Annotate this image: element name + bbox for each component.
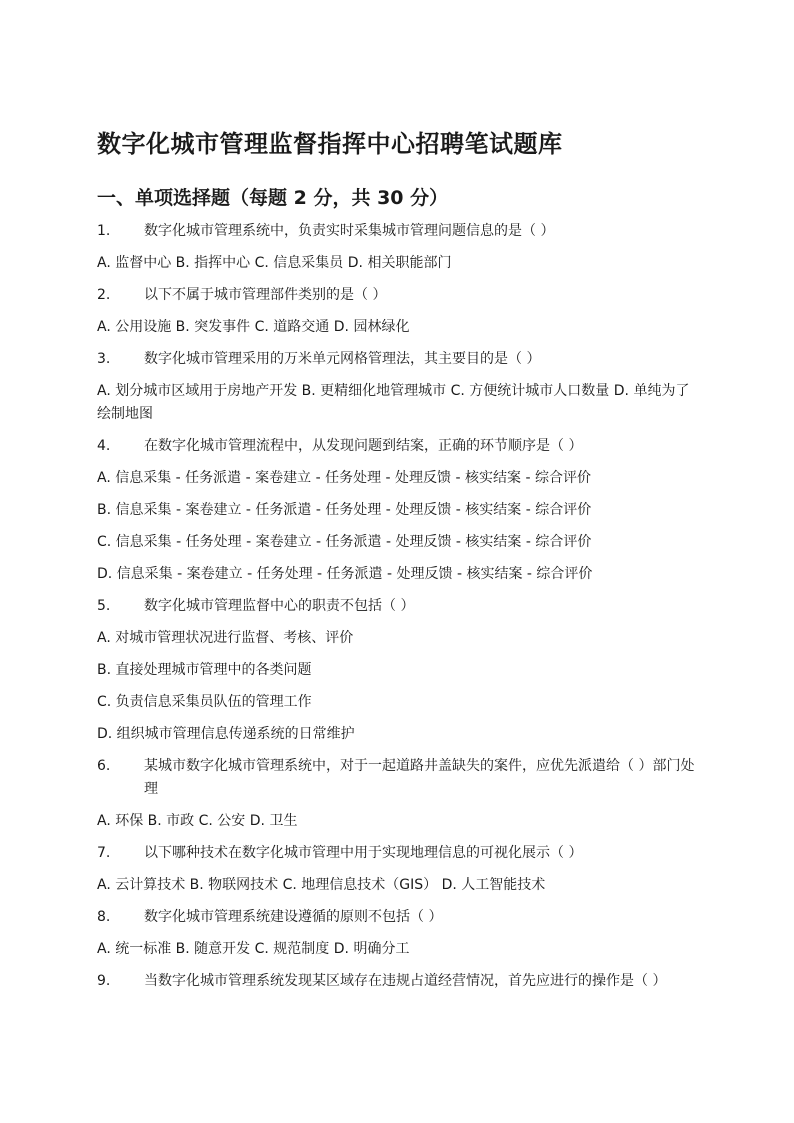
question-text: 数字化城市管理系统中，负责实时采集城市管理问题信息的是（ ） bbox=[144, 223, 555, 239]
question-text: 在数字化城市管理流程中，从发现问题到结案，正确的环节顺序是（ ） bbox=[144, 438, 583, 454]
answer-options: C. 信息采集 - 任务处理 - 案卷建立 - 任务派遣 - 处理反馈 - 核实结案 - 综合评价 bbox=[97, 534, 592, 550]
answer-options: B. 直接处理城市管理中的各类问题 bbox=[97, 662, 312, 678]
question-number: 3. bbox=[97, 351, 111, 367]
question-text: 以下哪种技术在数字化城市管理中用于实现地理信息的可视化展示（ ） bbox=[144, 845, 583, 861]
answer-options: A. 公用设施 B. 突发事件 C. 道路交通 D. 园林绿化 bbox=[97, 319, 410, 335]
question-list bbox=[97, 220, 702, 1002]
question-text: 数字化城市管理系统建设遵循的原则不包括（ ） bbox=[144, 909, 443, 925]
question-number: 9. bbox=[97, 973, 111, 989]
section-heading: 一、单项选择题（每题 2 分，共 30 分） bbox=[97, 187, 449, 209]
question-text: 某城市数字化城市管理系统中，对于一起道路井盖缺失的案件，应优先派遣给（ ）部门处理 bbox=[144, 758, 695, 797]
answer-options: D. 信息采集 - 案卷建立 - 任务处理 - 任务派遣 - 处理反馈 - 核实结案 - 综合评价 bbox=[97, 566, 593, 582]
answer-options: C. 负责信息采集员队伍的管理工作 bbox=[97, 694, 312, 710]
question-8 bbox=[97, 906, 702, 929]
answer-options: A. 对城市管理状况进行监督、考核、评价 bbox=[97, 630, 354, 646]
answer-options: B. 信息采集 - 案卷建立 - 任务派遣 - 任务处理 - 处理反馈 - 核实结案 - 综合评价 bbox=[97, 502, 592, 518]
question-2 bbox=[97, 284, 702, 307]
answer-options: D. 组织城市管理信息传递系统的日常维护 bbox=[97, 726, 355, 742]
question-9 bbox=[97, 970, 702, 993]
question-5 bbox=[97, 595, 702, 618]
question-number: 1. bbox=[97, 223, 111, 239]
question-text: 以下不属于城市管理部件类别的是（ ） bbox=[144, 287, 387, 303]
answer-options: A. 监督中心 B. 指挥中心 C. 信息采集员 D. 相关职能部门 bbox=[97, 255, 452, 271]
question-text: 当数字化城市管理系统发现某区域存在违规占道经营情况，首先应进行的操作是（ ） bbox=[144, 973, 667, 989]
question-number: 6. bbox=[97, 758, 111, 774]
answer-options: A. 环保 B. 市政 C. 公安 D. 卫生 bbox=[97, 813, 298, 829]
question-number: 4. bbox=[97, 438, 111, 454]
answer-options: A. 统一标准 B. 随意开发 C. 规范制度 D. 明确分工 bbox=[97, 941, 410, 957]
question-text: 数字化城市管理采用的万米单元网格管理法，其主要目的是（ ） bbox=[144, 351, 541, 367]
question-number: 2. bbox=[97, 287, 111, 303]
document-title: 数字化城市管理监督指挥中心招聘笔试题库 bbox=[97, 130, 563, 158]
question-3 bbox=[97, 348, 702, 371]
question-7 bbox=[97, 842, 702, 865]
answer-options: A. 信息采集 - 任务派遣 - 案卷建立 - 任务处理 - 处理反馈 - 核实结案 - 综合评价 bbox=[97, 470, 591, 486]
question-text: 数字化城市管理监督中心的职责不包括（ ） bbox=[144, 598, 415, 614]
answer-options: A. 云计算技术 B. 物联网技术 C. 地理信息技术（GIS） D. 人工智能技术 bbox=[97, 877, 546, 893]
question-number: 8. bbox=[97, 909, 111, 925]
question-number: 5. bbox=[97, 598, 111, 614]
question-4 bbox=[97, 435, 702, 458]
question-1 bbox=[97, 220, 702, 243]
answer-options: A. 划分城市区域用于房地产开发 B. 更精细化地管理城市 C. 方便统计城市人口数量 D. 单纯为了绘制地图 bbox=[97, 383, 690, 422]
question-number: 7. bbox=[97, 845, 111, 861]
question-6 bbox=[97, 755, 702, 801]
